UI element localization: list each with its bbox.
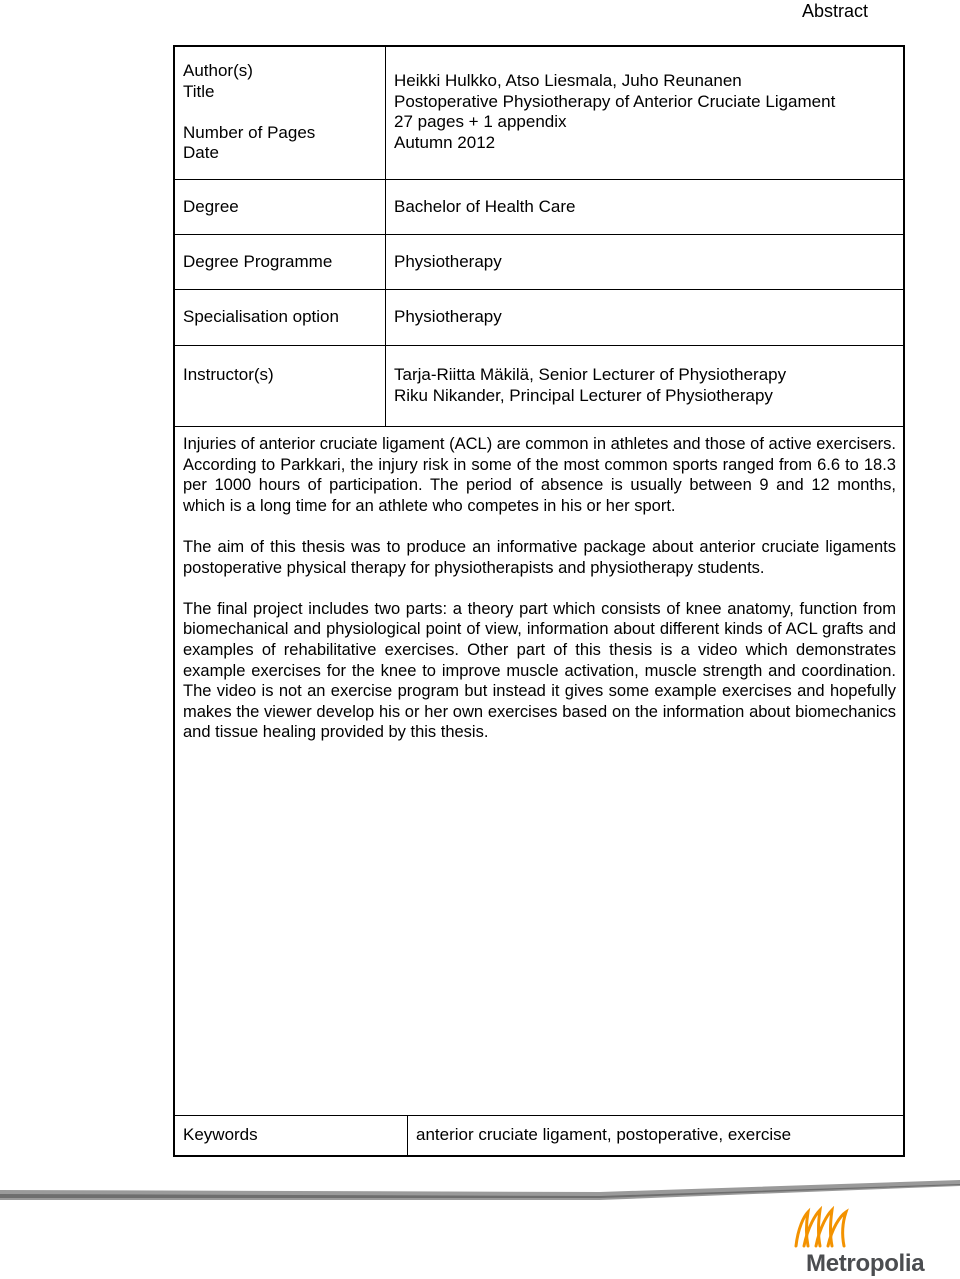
degree-value: Bachelor of Health Care	[394, 197, 576, 216]
page-header-label: Abstract	[801, 1, 868, 21]
authors-value: Heikki Hulkko, Atso Liesmala, Juho Reunanen	[394, 71, 742, 90]
info-row-authors	[175, 47, 903, 180]
title-label: Title	[183, 81, 215, 101]
abstract-body	[183, 434, 896, 764]
pages-value: 27 pages + 1 appendix	[394, 112, 567, 132]
author-label: Author(s)	[183, 61, 253, 80]
abstract-paragraph: Injuries of anterior cruciate ligament (ACL) are common in athletes and those of active exercisers. According to Parkkari, the injury risk in some of the most common sports ranged from 6.6 to 18.3 per 1000 hours of participation. The period of absence is usually between 9 and 12 months, which is a long time for an athlete who competes in his or her sport.	[183, 435, 896, 515]
keywords-value: anterior cruciate ligament, postoperative, exercise	[416, 1125, 792, 1144]
instructor-1-value: Tarja-Riitta Mäkilä, Senior Lecturer of Physiotherapy	[394, 365, 787, 384]
keywords-row	[175, 1115, 903, 1155]
info-row-specialisation	[175, 290, 903, 346]
specialisation-value: Physiotherapy	[394, 307, 502, 326]
keywords-label: Keywords	[183, 1125, 258, 1144]
instructors-label: Instructor(s)	[183, 365, 274, 384]
programme-value: Physiotherapy	[394, 252, 502, 271]
title-value: Postoperative Physiotherapy of Anterior Cruciate Ligament	[394, 91, 836, 111]
degree-label: Degree	[183, 197, 239, 216]
pages-label: Number of Pages	[183, 122, 316, 142]
metropolia-logo-text: Metropolia	[806, 1250, 925, 1277]
info-row-programme	[175, 235, 903, 290]
info-row-degree	[175, 180, 903, 235]
date-value: Autumn 2012	[394, 132, 496, 152]
abstract-paragraph: The final project includes two parts: a theory part which consists of knee anatomy, function from biomechanical and physiological point of view, information about different kinds of ACL grafts and examples of rehabilitative exercises. Other part of this thesis is a video which demonstrates example exercises for the knee to improve muscle activation, muscle strength and coordination. The video is not an exercise program but instead it gives some example exercises and hopefully makes the viewer develop his or her own exercises based on the information about biomechanics and tissue healing provided by this thesis.	[183, 599, 896, 742]
instructor-2-value: Riku Nikander, Principal Lecturer of Physiotherapy	[394, 385, 773, 405]
specialisation-label: Specialisation option	[183, 307, 339, 326]
date-label: Date	[183, 143, 219, 163]
abstract-form	[173, 45, 905, 1157]
info-row-instructors	[175, 346, 903, 427]
programme-label: Degree Programme	[183, 252, 333, 271]
abstract-paragraph: The aim of this thesis was to produce an informative package about anterior cruciate ligaments postoperative physical therapy for physiotherapists and physiotherapy students.	[183, 537, 896, 577]
